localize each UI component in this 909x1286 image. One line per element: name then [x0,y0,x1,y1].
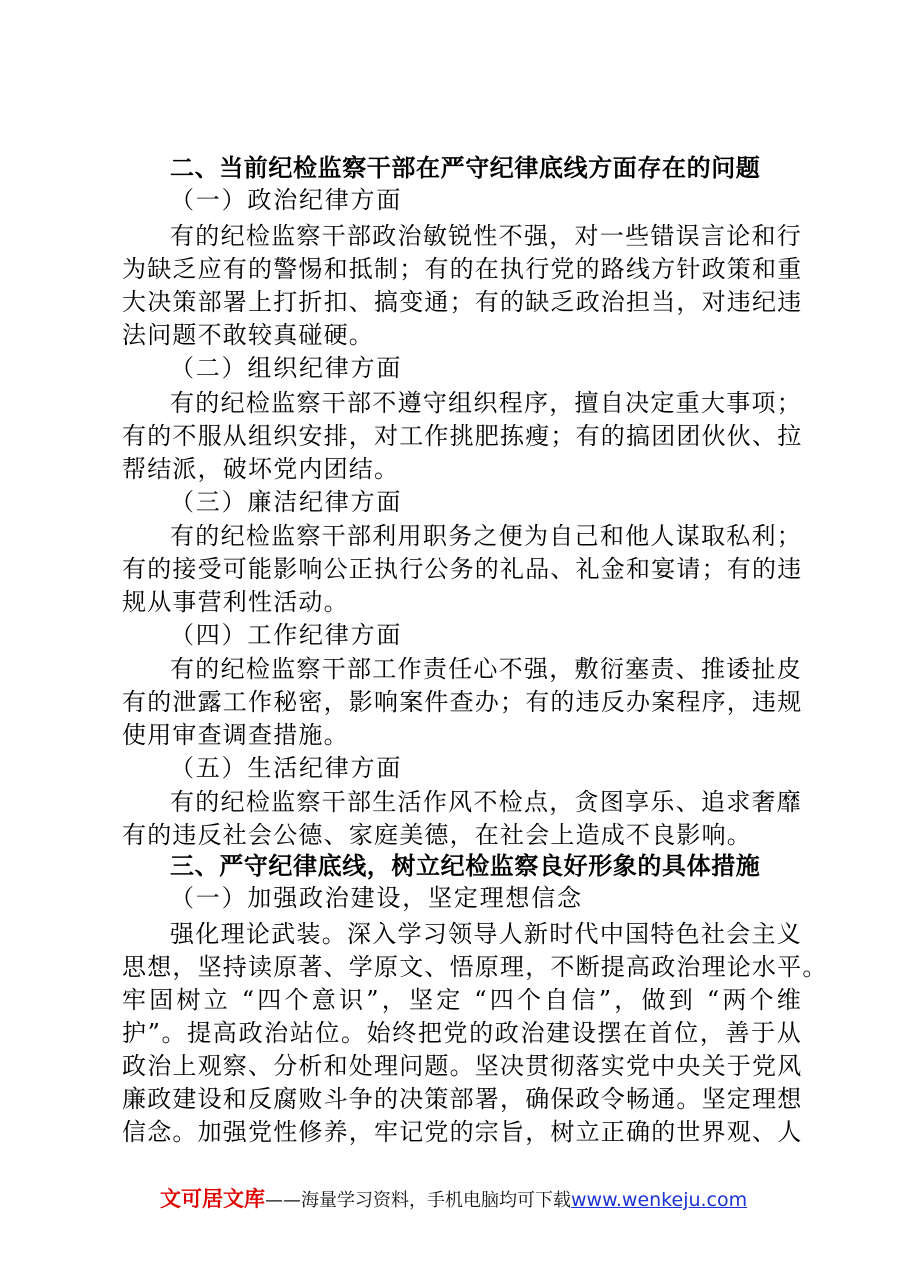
paragraph-line: 为缺乏应有的警惕和抵制；有的在执行党的路线方针政策和重 [122,255,803,283]
paragraph-line: 廉政建设和反腐败斗争的决策部署，确保政令畅通。坚定理想 [122,1085,803,1113]
footer-brand: 文可居文库 [160,1187,265,1211]
section-heading: 三、严守纪律底线，树立纪检监察良好形象的具体措施 [170,852,761,880]
paragraph-line: 有的纪检监察干部利用职务之便为自己和他人谋取私利； [170,522,802,550]
subsection-title: （四）工作纪律方面 [170,621,403,649]
subsection-title: （三）廉洁纪律方面 [170,488,403,516]
subsection-title: （二）组织纪律方面 [170,354,403,382]
paragraph-line: 帮结派，破坏党内团结。 [122,455,400,483]
paragraph-line: 思想，坚持读原著、学原文、悟原理，不断提高政治理论水平。 [122,953,828,981]
paragraph-line: 护”。提高政治站位。始终把党的政治建设摆在首位，善于从 [122,1019,802,1047]
paragraph-line: 使用审查调查措施。 [122,721,349,749]
paragraph-line: 法问题不敢较真碰硬。 [122,321,374,349]
subsection-title: （一）政治纪律方面 [170,186,403,214]
subsection-title: （一）加强政治建设，坚定理想信念 [170,884,583,912]
paragraph-line: 有的不服从组织安排，对工作挑肥拣瘦；有的搞团团伙伙、拉 [122,422,803,450]
paragraph-line: 有的泄露工作秘密，影响案件查办；有的违反办案程序，违规 [122,688,803,716]
footer-dash: —— [265,1190,301,1211]
paragraph-line: 有的纪检监察干部政治敏锐性不强，对一些错误言论和行 [170,222,802,250]
paragraph-line: 规从事营利性活动。 [122,588,349,616]
paragraph-line: 信念。加强党性修养，牢记党的宗旨，树立正确的世界观、人 [122,1118,803,1146]
paragraph-line: 有的纪检监察干部工作责任心不强，敷衍塞责、推诿扯皮 [170,655,802,683]
paragraph-line: 强化理论武装。深入学习领导人新时代中国特色社会主义 [170,920,802,948]
paragraph-line: 政治上观察、分析和处理问题。坚决贯彻落实党中央关于党风 [122,1052,803,1080]
section-heading: 二、当前纪检监察干部在严守纪律底线方面存在的问题 [170,154,761,182]
paragraph-line: 大决策部署上打折扣、搞变通；有的缺乏政治担当，对违纪违 [122,288,803,316]
paragraph-line: 有的接受可能影响公正执行公务的礼品、礼金和宴请；有的违 [122,555,803,583]
paragraph-line: 牢固树立 “四个意识”，坚定 “四个自信”，做到 “两个维 [122,986,802,1014]
footer-tagline: 海量学习资料，手机电脑均可下载 [301,1190,571,1211]
subsection-title: （五）生活纪律方面 [170,754,403,782]
paragraph-line: 有的纪检监察干部不遵守组织程序，擅自决定重大事项； [170,389,802,417]
footer-banner [160,1183,747,1213]
paragraph-line: 有的违反社会公德、家庭美德，在社会上造成不良影响。 [122,821,752,849]
footer-url-link[interactable]: www.wenkeju.com [571,1189,748,1211]
paragraph-line: 有的纪检监察干部生活作风不检点，贪图享乐、追求奢靡 [170,788,802,816]
